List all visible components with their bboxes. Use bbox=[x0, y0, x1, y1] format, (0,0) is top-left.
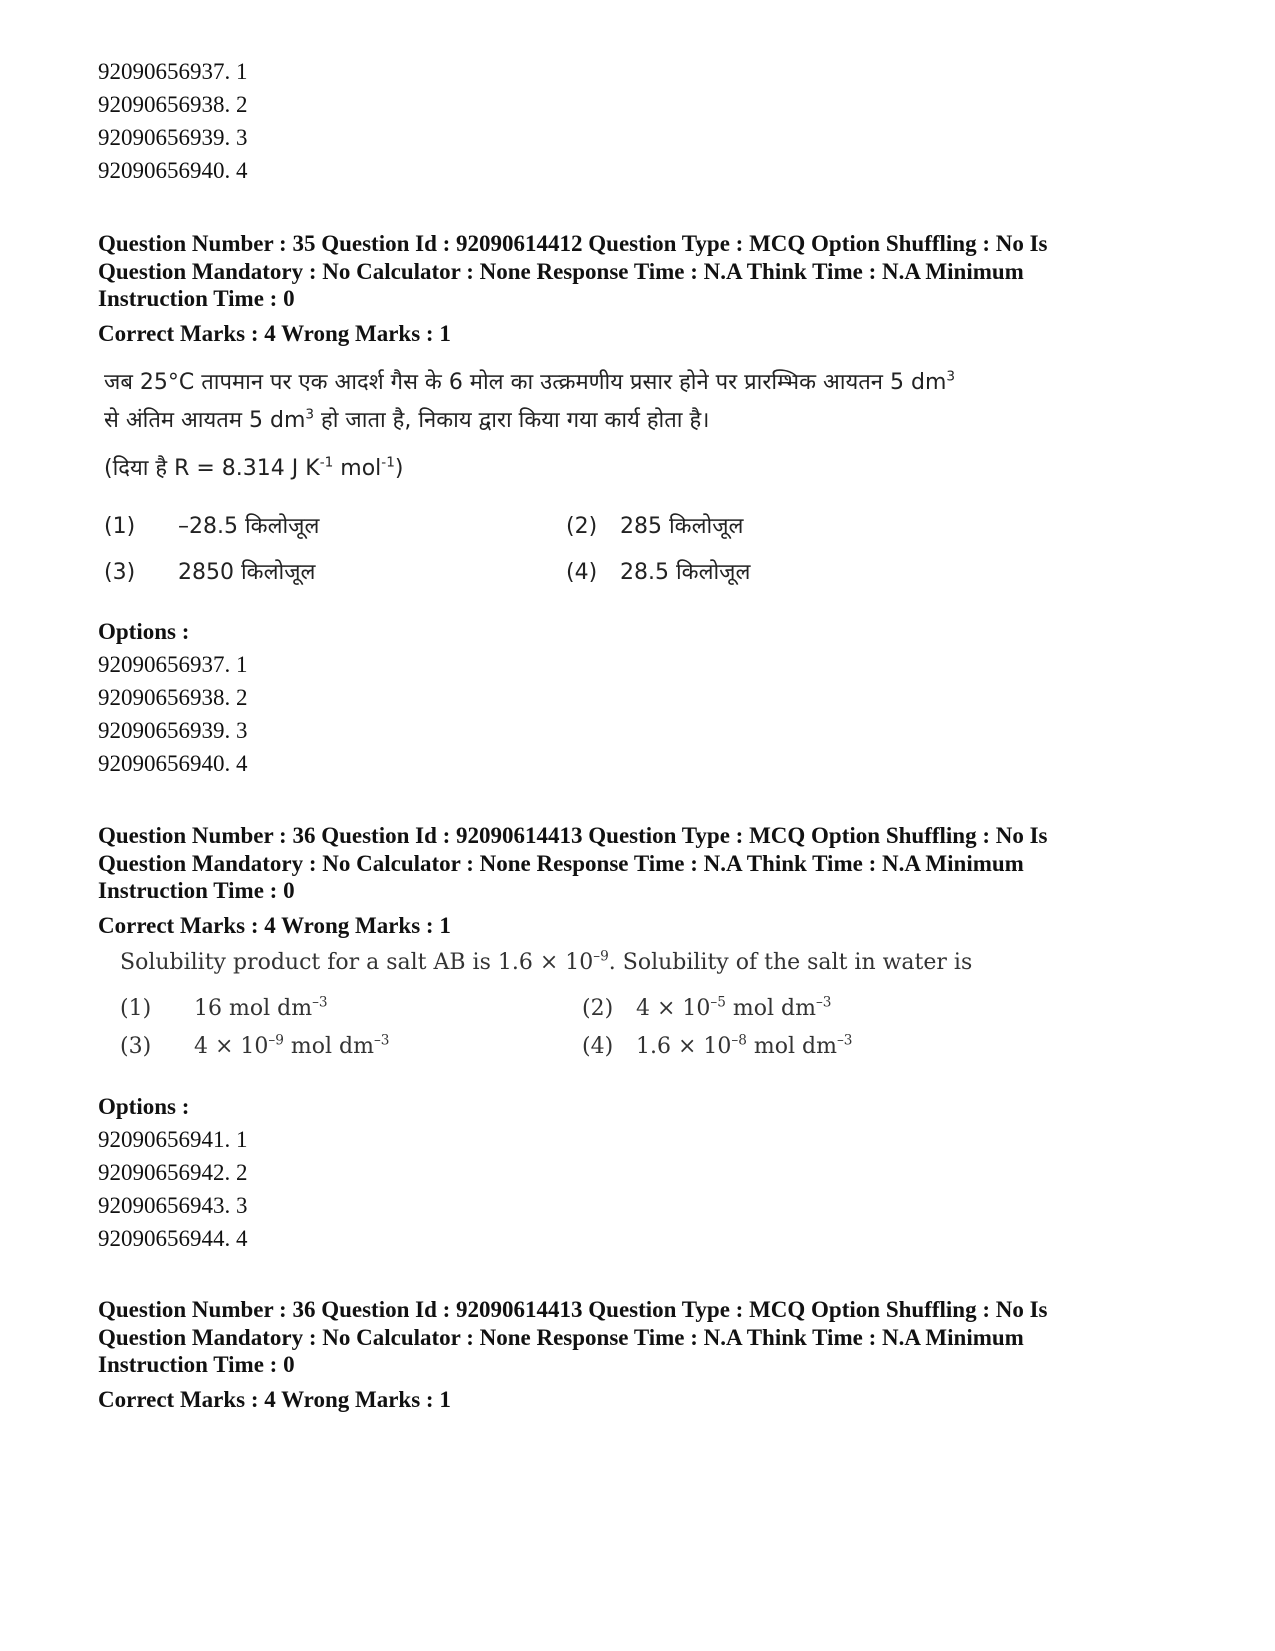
option-row: 92090656939. 3 bbox=[98, 125, 248, 150]
option-row: 92090656938. 2 bbox=[98, 92, 248, 117]
q36-marks: Correct Marks : 4 Wrong Marks : 1 bbox=[98, 912, 451, 938]
q36-repeat-header bbox=[98, 1296, 1183, 1413]
q36-options-label: Options : bbox=[98, 1094, 190, 1119]
q36-question-body bbox=[120, 948, 1120, 1059]
option-row: 92090656937. 1 bbox=[98, 59, 248, 84]
q36-repeat-header-line3: Instruction Time : 0 bbox=[98, 1352, 295, 1377]
option-row: 92090656941. 1 bbox=[98, 1127, 248, 1152]
q35-header-line3: Instruction Time : 0 bbox=[98, 286, 295, 311]
q36-statement: Solubility product for a salt AB is $1.6 \times 10^{-9}$. Solubility of the salt in water is bbox=[120, 948, 973, 975]
q36-header-line2: Question Mandatory : No Calculator : None Response Time : N.A Think Time : N.A Minimum bbox=[98, 850, 1024, 876]
option-row: 92090656943. 3 bbox=[98, 1193, 248, 1218]
option-row: 92090656937. 1 bbox=[98, 652, 248, 677]
option-row: 92090656944. 4 bbox=[98, 1226, 248, 1251]
q35-choice-2: (2) 285 किलोजूल bbox=[566, 514, 744, 539]
q35-marks: Correct Marks : 4 Wrong Marks : 1 bbox=[98, 320, 451, 346]
q35-options-list bbox=[98, 615, 498, 780]
previous-options-list bbox=[98, 55, 498, 187]
option-row: 92090656938. 2 bbox=[98, 685, 248, 710]
option-row: 92090656940. 4 bbox=[98, 158, 248, 183]
q35-header bbox=[98, 230, 1183, 347]
q35-header-line1: Question Number : 35 Question Id : 92090614412 Question Type : MCQ Option Shuffling : No Is bbox=[98, 231, 1048, 256]
q36-header-line1: Question Number : 36 Question Id : 92090614413 Question Type : MCQ Option Shuffling : No Is bbox=[98, 823, 1048, 848]
q36-repeat-header-line1: Question Number : 36 Question Id : 92090614413 Question Type : MCQ Option Shuffling : No Is bbox=[98, 1297, 1048, 1322]
q36-repeat-header-line2: Question Mandatory : No Calculator : None Response Time : N.A Think Time : N.A Minimum bbox=[98, 1324, 1024, 1350]
option-row: 92090656942. 2 bbox=[98, 1160, 248, 1185]
q36-options-list bbox=[98, 1090, 498, 1255]
q35-statement-line1: जब 25°C तापमान पर एक आदर्श गैस के 6 मोल का उत्क्रमणीय प्रसार होने पर प्रारम्भिक आयतन 5 $dm^3$ bbox=[104, 368, 956, 395]
option-row: 92090656939. 3 bbox=[98, 718, 248, 743]
q36-choice-2: (2) $4 \times 10^{-5}$ mol $dm^{-3}$ bbox=[582, 994, 832, 1021]
q35-choice-1: (1) –28.5 किलोजूल bbox=[104, 514, 320, 539]
q36-choice-4: (4) $1.6 \times 10^{-8}$ mol $dm^{-3}$ bbox=[582, 1032, 853, 1059]
q35-question-body bbox=[104, 364, 1184, 585]
q36-repeat-marks: Correct Marks : 4 Wrong Marks : 1 bbox=[98, 1386, 451, 1412]
q35-choice-3: (3) 2850 किलोजूल bbox=[104, 560, 316, 585]
q36-choice-1: (1) 16 mol $dm^{-3}$ bbox=[120, 994, 328, 1021]
q36-choice-3: (3) $4 \times 10^{-9}$ mol $dm^{-3}$ bbox=[120, 1032, 390, 1059]
q36-header-line3: Instruction Time : 0 bbox=[98, 878, 295, 903]
q35-header-line2: Question Mandatory : No Calculator : None Response Time : N.A Think Time : N.A Minimum bbox=[98, 258, 1024, 284]
q35-options-label: Options : bbox=[98, 619, 190, 644]
q35-given-constant: (दिया है R = 8.314 J $K^{-1}$ mol$^{-1}$) bbox=[104, 454, 404, 481]
option-row: 92090656940. 4 bbox=[98, 751, 248, 776]
q35-statement-line2: से अंतिम आयतम 5 $dm^3$ हो जाता है, निकाय द्वारा किया गया कार्य होता है। bbox=[104, 406, 710, 433]
q35-choice-4: (4) 28.5 किलोजूल bbox=[566, 560, 751, 585]
q36-header bbox=[98, 822, 1183, 939]
